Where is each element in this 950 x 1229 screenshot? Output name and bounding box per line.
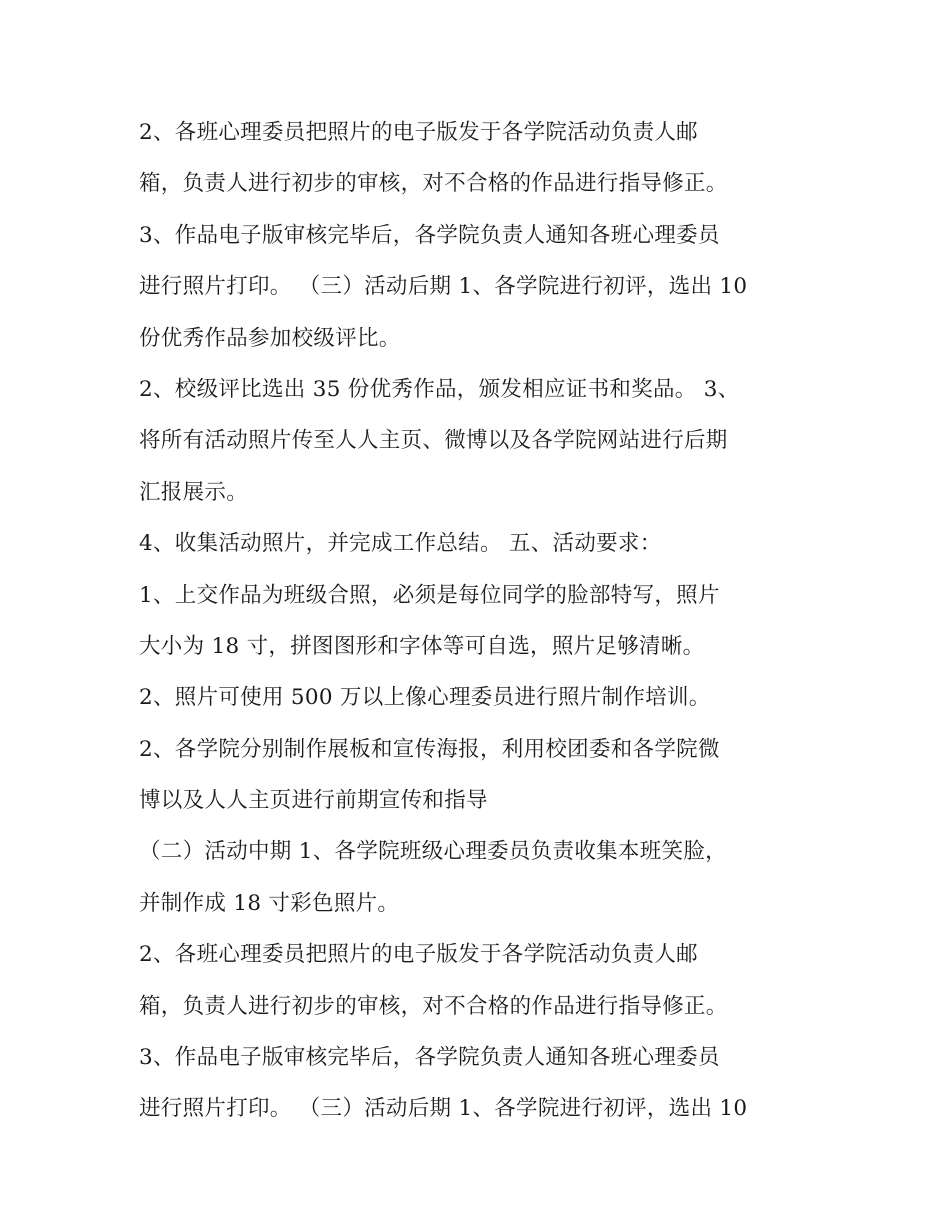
text-line: 箱，负责人进行初步的审核，对不合格的作品进行指导修正。 (139, 171, 728, 197)
text-line: 3、作品电子版审核完毕后，各学院负责人通知各班心理委员 (139, 222, 720, 248)
text-line: 并制作成 18 寸彩色照片。 (139, 890, 400, 916)
text-line: 2、照片可使用 500 万以上像心理委员进行照片制作培训。 (139, 685, 711, 711)
text-line: 大小为 18 寸，拼图图形和字体等可自选，照片足够清晰。 (139, 633, 705, 659)
text-line: 3、作品电子版审核完毕后，各学院负责人通知各班心理委员 (139, 1045, 720, 1071)
text-line: 2、各班心理委员把照片的电子版发于各学院活动负责人邮 (139, 120, 698, 145)
text-line: 进行照片打印。 （三）活动后期 1、各学院进行初评，选出 10 (139, 1096, 748, 1122)
text-line: 2、校级评比选出 35 份优秀作品，颁发相应证书和奖品。 3、 (139, 376, 740, 402)
text-line: 2、各学院分别制作展板和宣传海报，利用校团委和各学院微 (139, 736, 720, 762)
text-line: 4、收集活动照片，并完成工作总结。 五、活动要求： (139, 531, 662, 557)
text-line: 将所有活动照片传至人人主页、微博以及各学院网站进行后期 (139, 428, 728, 454)
text-line: 2、各班心理委员把照片的电子版发于各学院活动负责人邮 (139, 942, 698, 968)
text-line: 1、上交作品为班级合照，必须是每位同学的脸部特写，照片 (139, 582, 720, 608)
text-line: （二）活动中期 1、各学院班级心理委员负责收集本班笑脸， (139, 839, 727, 865)
text-line: 博以及人人主页进行前期宣传和指导 (139, 788, 488, 814)
document-body (139, 107, 829, 1135)
text-line: 进行照片打印。 （三）活动后期 1、各学院进行初评，选出 10 (139, 274, 748, 300)
text-line: 箱，负责人进行初步的审核，对不合格的作品进行指导修正。 (139, 993, 728, 1019)
text-line: 汇报展示。 (139, 479, 249, 505)
text-line: 份优秀作品参加校级评比。 (139, 325, 401, 351)
